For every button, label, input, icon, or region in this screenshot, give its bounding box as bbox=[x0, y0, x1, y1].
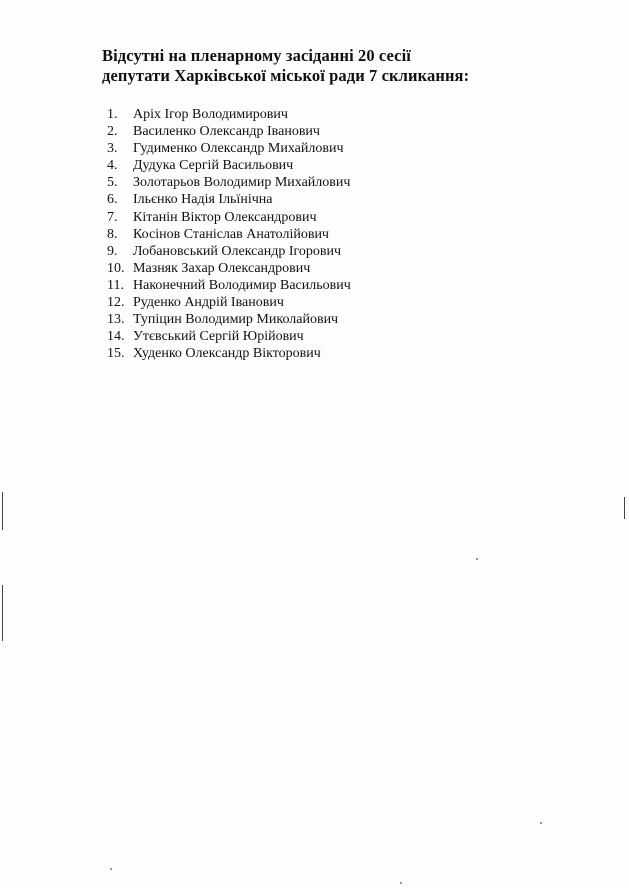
scan-edge-mark-right bbox=[624, 497, 625, 519]
item-number: 8. bbox=[107, 226, 118, 242]
deputy-name: Тупіцин Володимир Миколайович bbox=[133, 312, 339, 328]
title-line-2: депутати Харківської міської ради 7 скликання: bbox=[102, 66, 470, 85]
list-item bbox=[107, 106, 351, 123]
deputy-name: Дудука Сергій Васильович bbox=[133, 158, 294, 174]
deputy-name: Худенко Олександр Вікторович bbox=[133, 346, 321, 362]
list-item bbox=[107, 277, 351, 294]
list-item bbox=[107, 294, 351, 311]
deputy-name: Гудименко Олександр Михайлович bbox=[133, 141, 344, 157]
deputy-name: Золотарьов Володимир Михайлович bbox=[133, 175, 351, 191]
scan-edge-mark-left-lower bbox=[2, 585, 3, 641]
scan-speck bbox=[110, 868, 112, 870]
deputy-name: Руденко Андрій Іванович bbox=[133, 295, 284, 311]
scan-edge-mark-left bbox=[2, 492, 3, 530]
deputy-name: Наконечний Володимир Васильович bbox=[133, 277, 351, 293]
list-item bbox=[107, 123, 351, 140]
item-number: 4. bbox=[107, 158, 118, 174]
list-item bbox=[107, 226, 351, 243]
scan-speck bbox=[476, 558, 478, 560]
scan-speck bbox=[400, 882, 402, 884]
deputy-name: Ільєнко Надія Ільїнічна bbox=[133, 192, 273, 208]
list-item bbox=[107, 311, 351, 328]
item-number: 15. bbox=[107, 346, 125, 362]
list-item bbox=[107, 243, 351, 260]
deputy-name: Мазняк Захар Олександрович bbox=[133, 260, 311, 276]
item-number: 5. bbox=[107, 175, 118, 191]
item-number: 10. bbox=[107, 260, 125, 276]
list-item bbox=[107, 345, 351, 362]
deputy-name: Аріх Ігор Володимирович bbox=[133, 107, 288, 122]
list-item bbox=[107, 140, 351, 157]
absent-deputies-list bbox=[107, 106, 351, 362]
list-item bbox=[107, 191, 351, 208]
item-number: 14. bbox=[107, 329, 125, 345]
deputy-name: Косінов Станіслав Анатолійович bbox=[133, 226, 329, 242]
item-number: 9. bbox=[107, 243, 118, 259]
title-line-1: Відсутні на пленарному засіданні 20 сесії bbox=[102, 46, 411, 65]
item-number: 7. bbox=[107, 209, 118, 225]
item-number: 2. bbox=[107, 124, 118, 140]
item-number: 6. bbox=[107, 192, 118, 208]
list-item bbox=[107, 174, 351, 191]
list-item bbox=[107, 260, 351, 277]
deputy-name: Василенко Олександр Іванович bbox=[133, 124, 320, 140]
item-number: 12. bbox=[107, 295, 125, 311]
deputy-name: Утєвський Сергій Юрійович bbox=[133, 329, 304, 345]
list-item bbox=[107, 157, 351, 174]
item-number: 13. bbox=[107, 312, 125, 328]
document-title bbox=[102, 46, 469, 86]
scan-speck bbox=[540, 822, 542, 824]
list-item bbox=[107, 209, 351, 226]
item-number: 11. bbox=[107, 277, 124, 293]
list-item bbox=[107, 328, 351, 345]
deputy-name: Лобановський Олександр Ігорович bbox=[133, 243, 342, 259]
item-number: 3. bbox=[107, 141, 118, 157]
item-number: 1. bbox=[107, 107, 118, 122]
deputy-name: Кітанін Віктор Олександрович bbox=[133, 209, 317, 225]
